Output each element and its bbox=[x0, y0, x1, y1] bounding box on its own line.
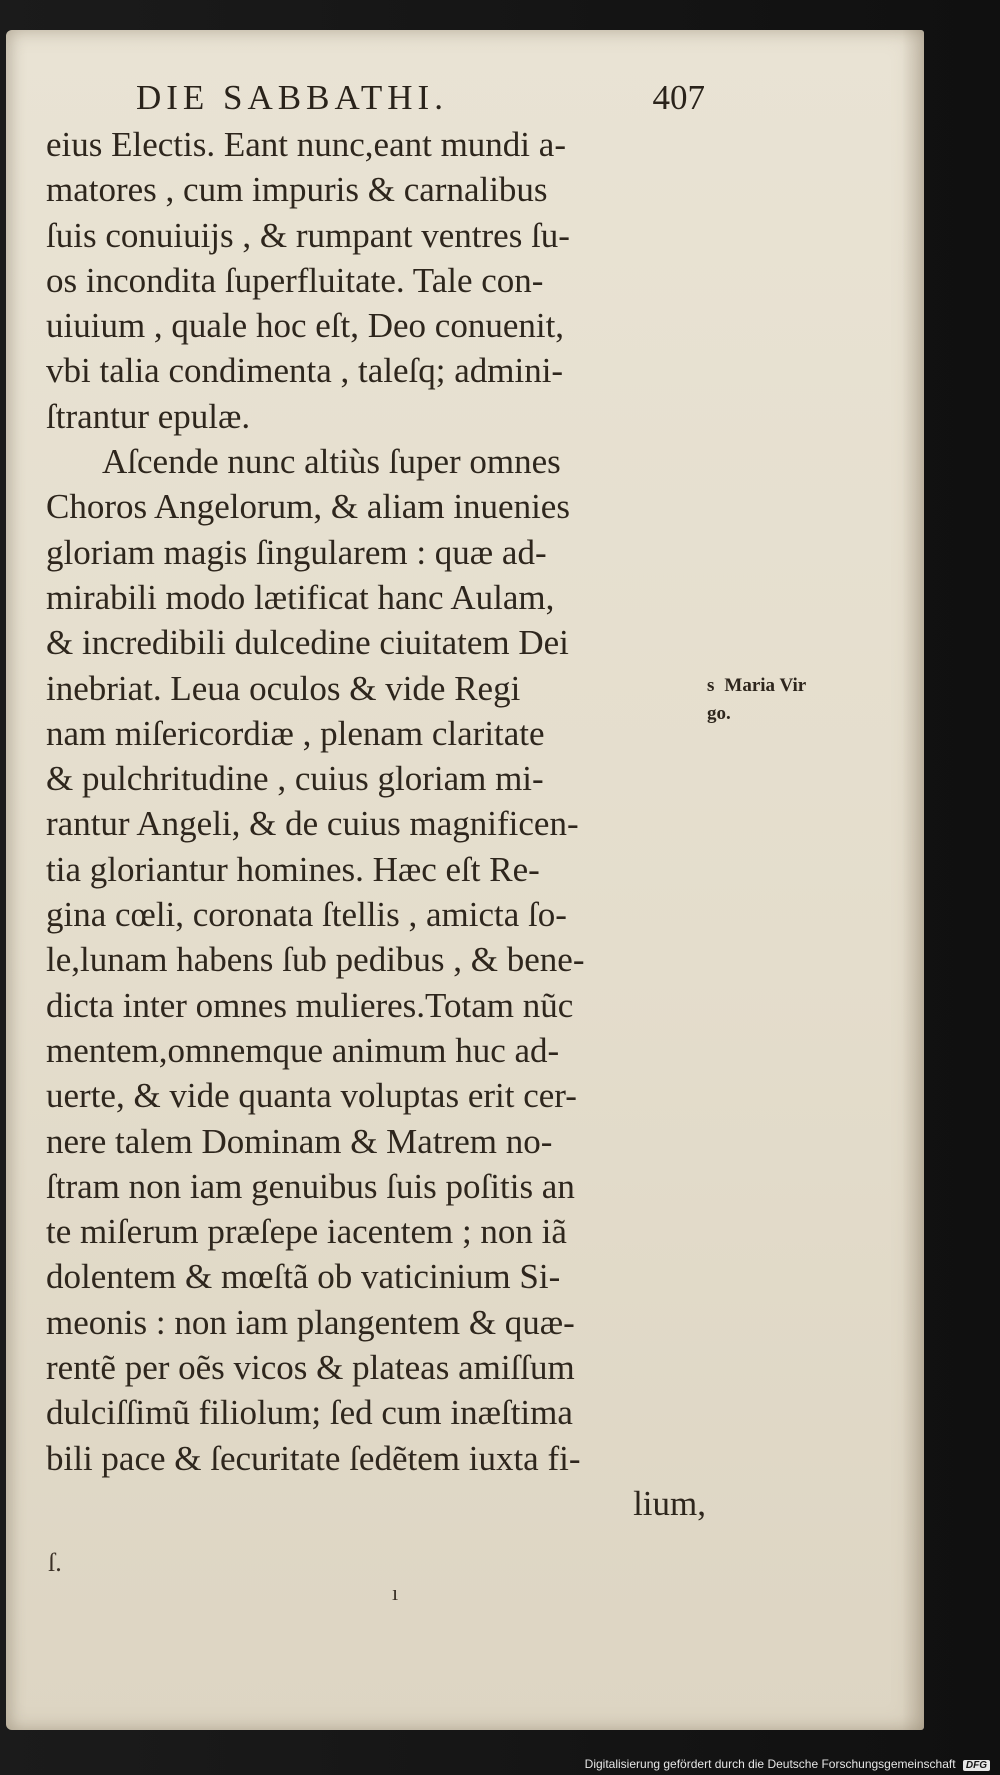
body-text bbox=[46, 122, 706, 1526]
text-line: dolentem & mœſtã ob vaticinium Si- bbox=[46, 1257, 561, 1297]
running-head bbox=[130, 78, 705, 122]
text-line: te miſerum præſepe iacentem ; non iã bbox=[46, 1212, 567, 1252]
text-line: uerte, & vide quanta voluptas erit cer- bbox=[46, 1076, 577, 1116]
catchword-line: lium, bbox=[633, 1483, 706, 1523]
text-line: vbi talia condimenta , taleſq; admini- bbox=[46, 351, 564, 391]
text-line: gloriam magis ſingularem : quæ ad- bbox=[46, 532, 547, 572]
text-line: eius Electis. Eant nunc,eant mundi a- bbox=[46, 125, 566, 164]
digitization-credit bbox=[585, 1757, 990, 1771]
marginal-note bbox=[707, 672, 877, 728]
credit-text: Digitalisierung gefördert durch die Deutsche Forschungsgemeinschaft bbox=[584, 1757, 956, 1771]
page-number: 407 bbox=[652, 78, 705, 117]
text-line: nere talem Dominam & Matrem no- bbox=[46, 1121, 553, 1161]
text-line: nam miſericordiæ , plenam claritate bbox=[46, 713, 545, 753]
text-line: inebriat. Leua oculos & vide Regi bbox=[46, 668, 521, 708]
marginal-note-text: Maria Vir bbox=[724, 675, 807, 696]
text-line: ſtrantur epulæ. bbox=[46, 396, 251, 436]
text-line-paragraph-start: Aſcende nunc altiùs ſuper omnes bbox=[102, 442, 561, 482]
text-line: meonis : non iam plangentem & quæ- bbox=[46, 1302, 575, 1342]
text-line: gina cœli, coronata ſtellis , amicta ſo- bbox=[46, 895, 567, 935]
text-line: rantur Angeli, & de cuius magnificen- bbox=[46, 804, 579, 844]
text-line: mentem,omnemque animum huc ad- bbox=[46, 1030, 560, 1070]
text-line: uiuium , quale hoc eſt, Deo conuenit, bbox=[46, 306, 565, 346]
marginal-note-line-2: go. bbox=[707, 703, 731, 724]
text-line: tia gloriantur homines. Hæc eſt Re- bbox=[46, 849, 540, 889]
marginal-note-line-1 bbox=[707, 672, 877, 700]
text-line: rentẽ per oẽs vicos & plateas amiſſum bbox=[46, 1348, 575, 1388]
text-line: ſtram non iam genuibus ſuis poſitis an bbox=[46, 1166, 575, 1206]
stray-mark-dot: ı bbox=[392, 1580, 399, 1605]
running-title: DIE SABBATHI. bbox=[136, 78, 448, 117]
text-line: Choros Angelorum, & aliam inuenies bbox=[46, 487, 570, 527]
text-line: mirabili modo lætificat hanc Aulam, bbox=[46, 577, 555, 617]
text-line: & incredibili dulcedine ciuitatem Dei bbox=[46, 623, 569, 663]
text-line: matores , cum impuris & carnalibus bbox=[46, 170, 548, 210]
text-line: dicta inter omnes mulieres.Totam nũc bbox=[46, 985, 574, 1025]
text-line: dulciſſimũ filiolum; ſed cum inæſtima bbox=[46, 1393, 573, 1433]
text-line: bili pace & ſecuritate ſedẽtem iuxta fi- bbox=[46, 1438, 581, 1478]
dfg-logo: DFG bbox=[963, 1760, 990, 1771]
text-line: os incondita ſuperfluitate. Tale con- bbox=[46, 260, 544, 300]
marginal-note-mark: s bbox=[707, 675, 715, 696]
text-line: & pulchritudine , cuius gloriam mi- bbox=[46, 759, 544, 799]
text-line: le,lunam habens ſub pedibus , & bene- bbox=[46, 940, 585, 980]
stray-mark-left: ſ. bbox=[48, 1548, 62, 1577]
text-line: ſuis conuiuijs , & rumpant ventres ſu- bbox=[46, 215, 570, 255]
